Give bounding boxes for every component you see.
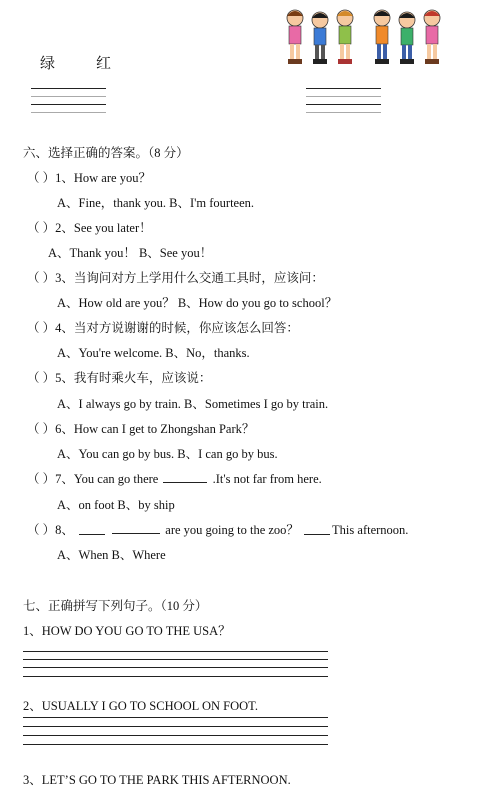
question-8: [27, 522, 408, 538]
dialogue-dash: [79, 528, 105, 535]
writing-line: [23, 717, 328, 718]
section-7-title: 七、正确拼写下列句子。（10 分）: [23, 599, 208, 613]
answer-blank: [112, 523, 160, 534]
question-7-options: A、on foot B、by ship: [57, 498, 175, 512]
sentence-2: 2、USUALLY I GO TO SCHOOL ON FOOT.: [23, 699, 258, 713]
sentence-1: 1、HOW DO YOU GO TO THE USA？: [23, 624, 231, 638]
question-2: （ ）2、See you later！: [27, 221, 152, 235]
question-8-options: A、When B、Where: [57, 548, 166, 562]
question-3: （ ）3、当询问对方上学用什么交通工具时，应该问：: [27, 271, 324, 285]
writing-line: [23, 651, 328, 652]
question-6: （ ）6、How can I get to Zhongshan Park？: [27, 422, 255, 436]
writing-line: [23, 744, 328, 745]
section-6-title: 六、选择正确的答案。（8 分）: [23, 146, 189, 160]
word-red: 红: [96, 56, 112, 72]
writing-line: [23, 659, 328, 660]
writing-line: [23, 676, 328, 677]
question-1-options: A、Fine，thank you. B、I'm fourteen.: [57, 196, 255, 210]
kids-illustration: [283, 4, 359, 70]
question-3-options: A、How old are you？ B、How do you go to school？: [57, 296, 338, 310]
question-6-options: A、You can go by bus. B、I can go by bus.: [57, 447, 278, 461]
writing-line: [306, 104, 381, 105]
writing-line: [23, 735, 328, 736]
kids-illustration: [370, 4, 446, 70]
question-7-text: （ ）7、You can go there: [27, 472, 159, 486]
dialogue-dash: [304, 528, 330, 535]
question-4: （ ）4、当对方说谢谢的时候，你应该怎么回答：: [27, 321, 299, 335]
writing-line: [31, 88, 106, 89]
question-5: （ ）5、我有时乘火车，应该说：: [27, 371, 212, 385]
sentence-3: 3、LET’S GO TO THE PARK THIS AFTERNOON.: [23, 773, 291, 787]
writing-line: [31, 96, 106, 97]
question-4-options: A、You're welcome. B、No，thanks.: [57, 346, 250, 360]
question-2-options: A、Thank you！ B、See you！: [48, 246, 213, 260]
question-8-number: （ ）8、: [27, 523, 74, 537]
question-8-reply: This afternoon.: [332, 523, 409, 537]
question-5-options: A、I always go by train. B、Sometimes I go by train.: [57, 397, 329, 411]
answer-blank: [163, 472, 207, 483]
child-figure-icon: [424, 10, 440, 64]
child-figure-icon: [399, 12, 415, 64]
writing-line: [23, 667, 328, 668]
writing-line: [31, 112, 106, 113]
question-1: （ ）1、How are you？: [27, 171, 151, 185]
child-figure-icon: [287, 10, 303, 64]
writing-line: [23, 726, 328, 727]
question-7-text-end: .It's not far from here.: [212, 472, 322, 486]
writing-line: [306, 88, 381, 89]
writing-line: [306, 112, 381, 113]
writing-line: [306, 96, 381, 97]
child-figure-icon: [337, 10, 353, 64]
word-green: 绿: [40, 56, 56, 72]
question-7: [27, 471, 322, 487]
child-figure-icon: [312, 12, 328, 64]
writing-line: [31, 104, 106, 105]
question-8-text: are you going to the zoo？: [165, 523, 299, 537]
child-figure-icon: [374, 10, 390, 64]
